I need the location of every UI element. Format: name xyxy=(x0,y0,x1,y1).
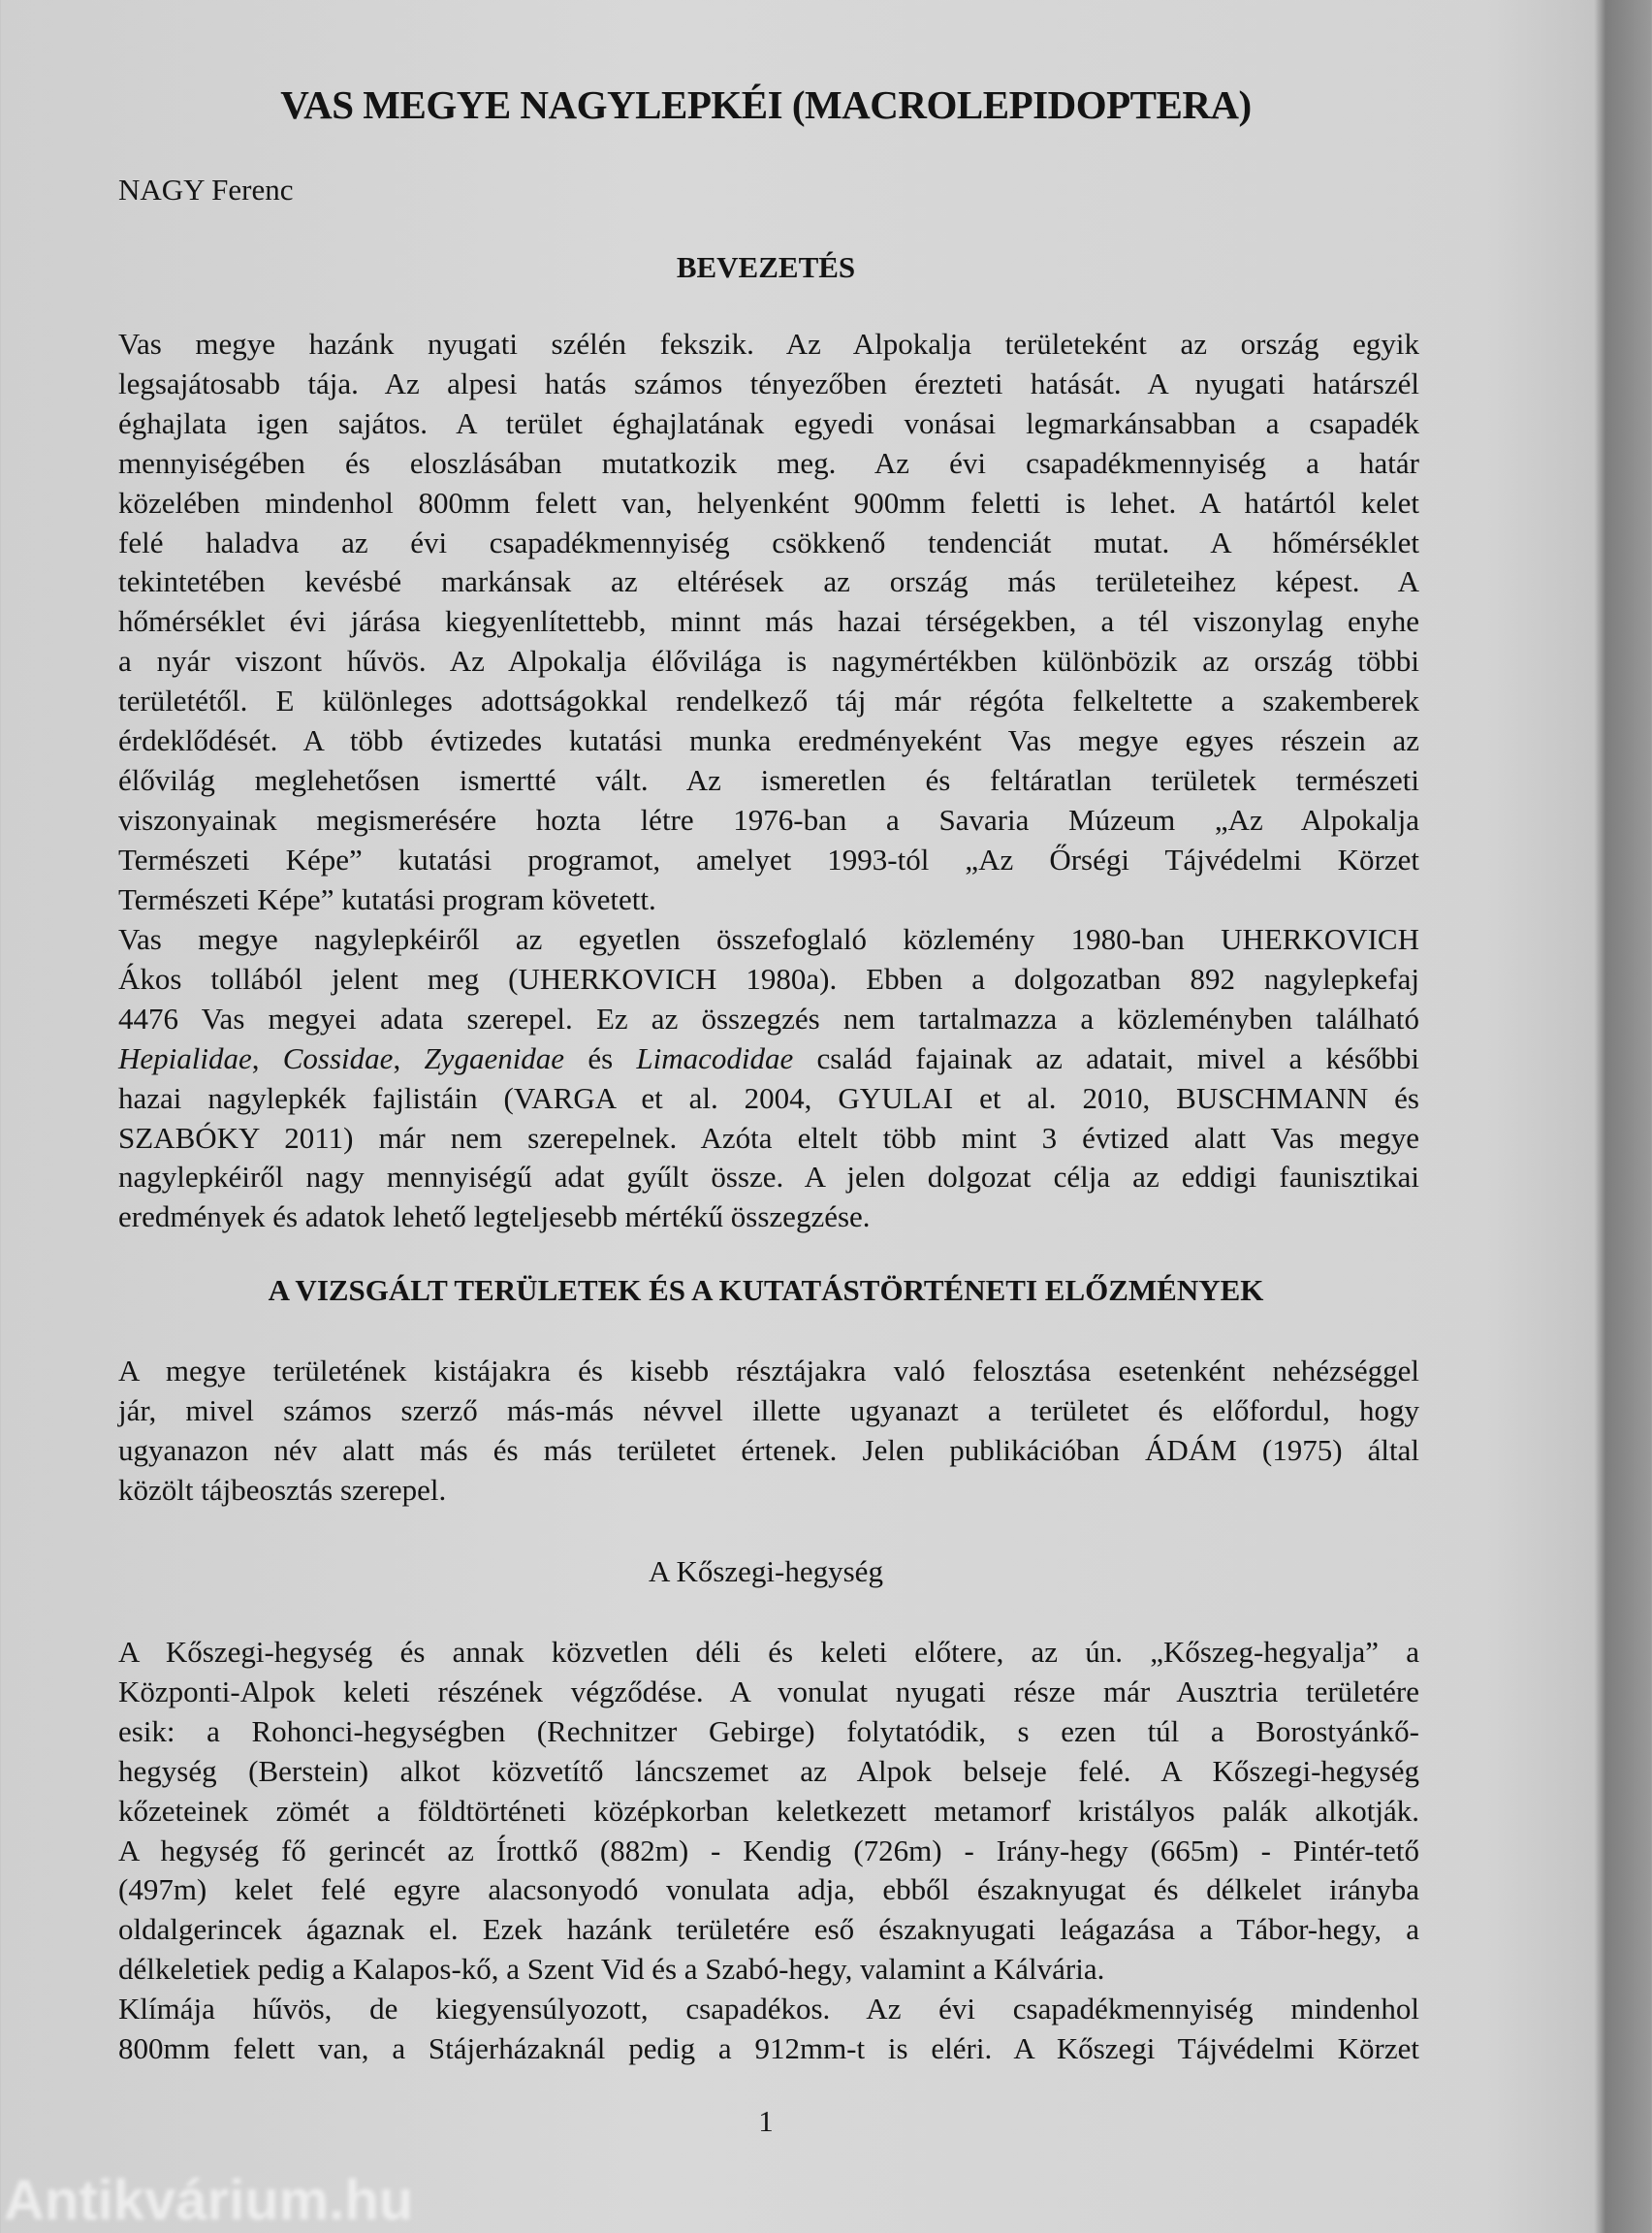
text-line xyxy=(118,1158,1419,1197)
section-heading-study-areas: A VIZSGÁLT TERÜLETEK ÉS A KUTATÁSTÖRTÉNETI ELŐZMÉNYEK xyxy=(268,1273,1264,1307)
text-line: érdeklődését. A több évtizedes kutatási munka eredményeként Vas megye egyes részein az xyxy=(118,723,1419,758)
text-fragment: , xyxy=(251,1040,283,1075)
paragraph-introduction xyxy=(118,325,1419,920)
taxon-name: Cossidae xyxy=(282,1040,394,1075)
text-line: oldalgerincek ágaznak el. Ezek hazánk területére eső északnyugati leágazása a Tábor-hegy, a xyxy=(118,1912,1419,1947)
document-title: VAS MEGYE NAGYLEPKÉI (MACROLEPIDOPTERA) xyxy=(280,82,1252,127)
text-line: legsajátosabb tája. Az alpesi hatás számos tényezőben érezteti hatását. A nyugati határszél xyxy=(118,366,1419,400)
text-line: Klímája hűvös, de kiegyensúlyozott, csapadékos. Az évi csapadékmennyiség mindenhol xyxy=(118,1992,1419,2026)
author-name: NAGY Ferenc xyxy=(118,173,294,207)
text-fragment: nagylepkéiről nagy mennyiségű adat gyűlt össze. A jelen dolgozat célja az eddigi faunisztikai xyxy=(118,1160,1419,1195)
text-fragment: SZABÓKY 2011) már nem szerepelnek. Azóta eltelt több mint 3 évtized alatt Vas megye xyxy=(118,1120,1419,1155)
text-line: Természeti Képe” kutatási programot, amelyet 1993-tól „Az Őrségi Tájvédelmi Körzet xyxy=(118,842,1419,877)
text-line: esik: a Rohonci-hegységben (Rechnitzer Gebirge) folytatódik, s ezen túl a Borostyánkő- xyxy=(118,1713,1419,1748)
text-line xyxy=(118,1039,1419,1079)
text-line: (497m) kelet felé egyre alacsonyodó vonulata adja, ebből északnyugat és délkelet irányba xyxy=(118,1872,1419,1907)
text-line: A Kőszegi-hegység és annak közvetlen déli és keleti előtere, az ún. „Kőszeg-hegyalja” a xyxy=(118,1635,1419,1669)
text-fragment: és xyxy=(564,1040,637,1075)
text-fragment: hazai nagylepkék fajlistáin (VARGA et al. 2004, GYULAI et al. 2010, BUSCHMANN és xyxy=(118,1080,1419,1115)
taxon-name: Zygaenidae xyxy=(424,1040,565,1075)
text-line: a nyár viszont hűvös. Az Alpokalja élővilága is nagymértékben különbözik az ország többi xyxy=(118,644,1419,679)
paragraph-koszegi-climate xyxy=(118,1990,1419,2069)
section-heading-introduction: BEVEZETÉS xyxy=(676,250,856,284)
paragraph-regions xyxy=(118,1352,1419,1511)
text-line: felé haladva az évi csapadékmennyiség csökkenő tendenciát mutat. A hőmérséklet xyxy=(118,525,1419,559)
text-line xyxy=(118,1000,1419,1039)
text-line: éghajlata igen sajátos. A terület éghajlatának egyedi vonásai legmarkánsabban a csapadék xyxy=(118,405,1419,440)
text-line xyxy=(118,1119,1419,1159)
text-line: területétől. E különleges adottságokkal rendelkező táj már régóta felkeltette a szakemberek xyxy=(118,684,1419,718)
text-line: A megye területének kistájakra és kisebb résztájakra való felosztása esetenként nehézséggel xyxy=(118,1354,1419,1388)
text-fragment: eredmények és adatok lehető legteljesebb mértékű összegzése. xyxy=(118,1199,871,1234)
text-line: délkeletiek pedig a Kalapos-kő, a Szent Vid és a Szabó-hegy, valamint a Kálvária. xyxy=(118,1952,1105,1987)
text-line xyxy=(118,920,1419,960)
text-line: tekintetében kevésbé markánsak az eltérések az ország más területeihez képest. A xyxy=(118,564,1419,599)
text-fragment: család fajainak az adatait, mivel a későbbi xyxy=(793,1040,1419,1075)
text-line: Természeti Képe” kutatási program követett. xyxy=(118,881,656,916)
text-line: viszonyainak megismerésére hozta létre 1976-ban a Savaria Múzeum „Az Alpokalja xyxy=(118,802,1419,837)
text-line: kőzeteinek zömét a földtörténeti középkorban keletkezett metamorf kristályos palák alkotják. xyxy=(118,1793,1419,1828)
text-line xyxy=(118,1079,1419,1119)
text-line: közölt tájbeosztás szerepel. xyxy=(118,1472,447,1507)
taxon-name: Limacodidae xyxy=(636,1040,794,1075)
watermark: Antikvárium.hu xyxy=(4,2169,414,2232)
text-fragment: 4476 Vas megyei adata szerepel. Ez az összegzés nem tartalmazza a közleményben található xyxy=(118,1001,1419,1036)
text-fragment: Ákos tollából jelent meg (UHERKOVICH 1980a). Ebben a dolgozatban 892 nagylepkefaj xyxy=(118,961,1419,996)
text-fragment: , xyxy=(393,1040,425,1075)
paragraph-previous-work xyxy=(118,920,1419,1237)
text-line: hőmérséklet évi járása kiegyenlítettebb, minnt más hazai térségekben, a tél viszonylag enyhe xyxy=(118,604,1419,639)
text-line: élővilág meglehetősen ismertté vált. Az ismeretlen és feltáratlan területek természeti xyxy=(118,762,1419,797)
text-line: 800mm felett van, a Stájerházaknál pedig a 912mm-t is eléri. A Kőszegi Tájvédelmi Körzet xyxy=(118,2030,1419,2065)
page-number: 1 xyxy=(758,2104,774,2138)
text-line: Központi-Alpok keleti részének végződése. A vonulat nyugati része már Ausztria területére xyxy=(118,1674,1419,1708)
text-line: A hegység fő gerincét az Írottkő (882m) - Kendig (726m) - Irány-hegy (665m) - Pintér-tető xyxy=(118,1833,1419,1867)
text-line xyxy=(118,1197,1419,1237)
text-line: Vas megye hazánk nyugati szélén fekszik. Az Alpokalja területeként az ország egyik xyxy=(118,327,1419,361)
text-line: ugyanazon név alatt más és más területet értenek. Jelen publikációban ÁDÁM (1975) által xyxy=(118,1432,1419,1467)
text-line: jár, mivel számos szerző más-más névvel illette ugyanazt a területet és előfordul, hogy xyxy=(118,1392,1419,1427)
text-line: közelében mindenhol 800mm felett van, helyenként 900mm feletti is lehet. A határtól kelet xyxy=(118,485,1419,520)
text-line: hegység (Berstein) alkot közvetítő láncszemet az Alpok belseje felé. A Kőszegi-hegység xyxy=(118,1753,1419,1788)
text-line xyxy=(118,960,1419,1000)
text-line: mennyiségében és eloszlásában mutatkozik meg. Az évi csapadékmennyiség a határ xyxy=(118,445,1419,480)
taxon-name: Hepialidae xyxy=(118,1040,252,1075)
subsection-heading-koszegi-hegyseg: A Kőszegi-hegység xyxy=(649,1554,883,1588)
text-fragment: Vas megye nagylepkéiről az egyetlen összefoglaló közlemény 1980-ban UHERKOVICH xyxy=(118,922,1419,956)
paragraph-koszegi-geology xyxy=(118,1633,1419,1990)
